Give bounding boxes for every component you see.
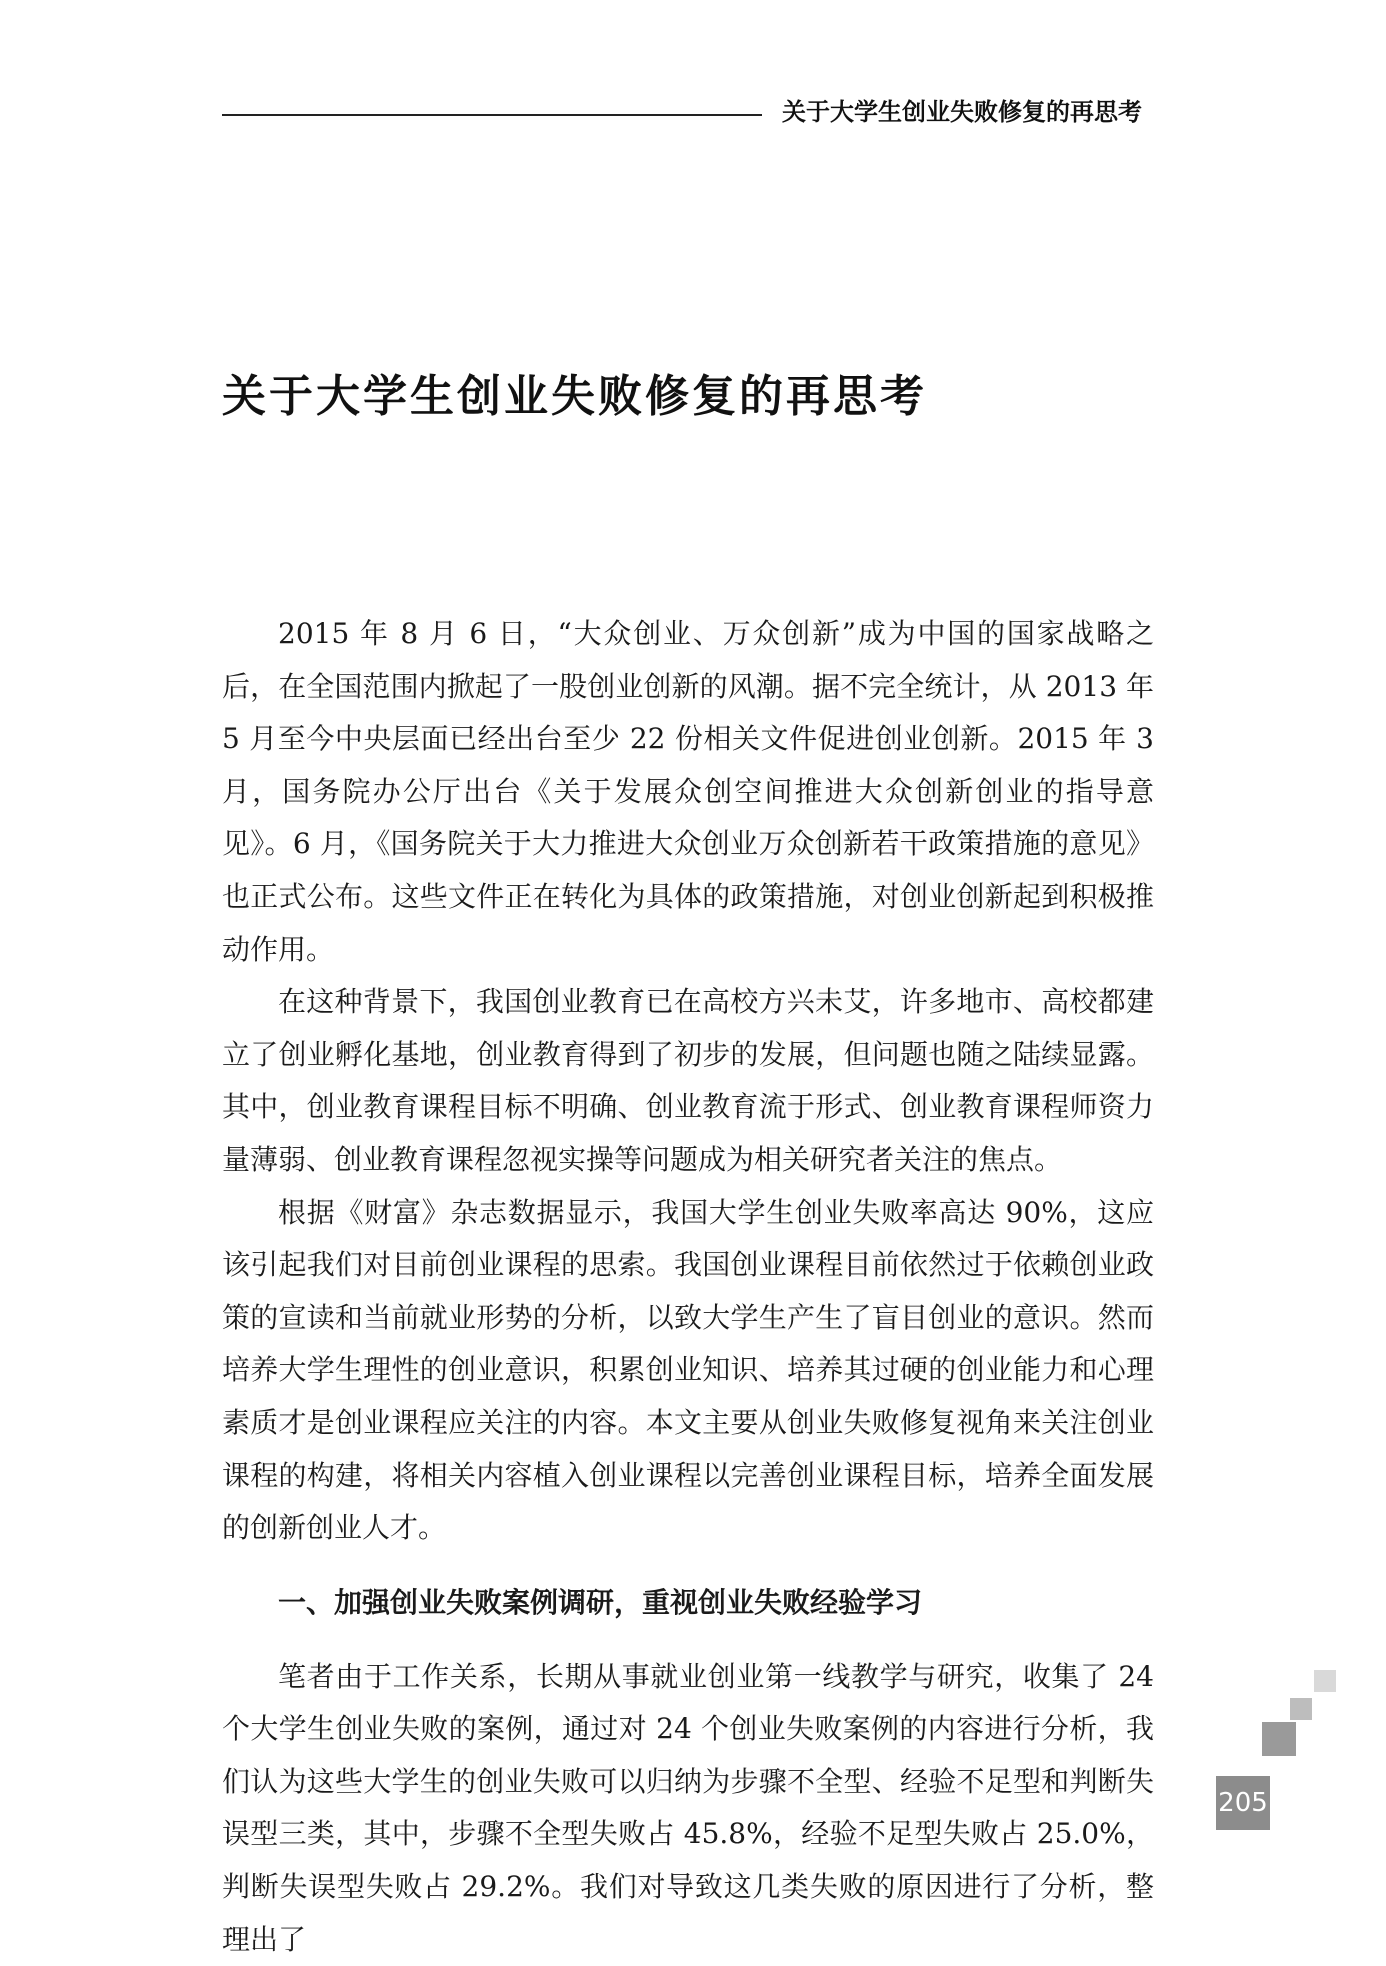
article-title: 关于大学生创业失败修复的再思考 <box>222 371 927 422</box>
running-head: 关于大学生创业失败修复的再思考 <box>782 98 1142 126</box>
section-heading: 一、加强创业失败案例调研，重视创业失败经验学习 <box>278 1585 923 1619</box>
decorative-square <box>1290 1698 1312 1720</box>
decorative-square <box>1262 1722 1296 1756</box>
section-paragraph: 笔者由于工作关系，长期从事就业创业第一线教学与研究，收集了 24 个大学生创业失败的案例，通过对 24 个创业失败案例的内容进行分析，我们认为这些大学生的创业失败可以归纳为步骤不全型、经验不足型和判断失误型三类，其中，步骤不全型失败占 45.8%，经验不足型失败占 25.0%，判断失误型失败占 29.2%。我们对导致这几类失败的原因进行了分析，整理出了 <box>222 1659 1154 1956</box>
paragraph-2: 在这种背景下，我国创业教育已在高校方兴未艾，许多地市、高校都建立了创业孵化基地，创业教育得到了初步的发展，但问题也随之陆续显露。其中，创业教育课程目标不明确、创业教育流于形式、创业教育课程师资力量薄弱、创业教育课程忽视实操等问题成为相关研究者关注的焦点。 <box>222 985 1154 1176</box>
decorative-square <box>1314 1670 1336 1692</box>
header-rule <box>222 114 762 116</box>
paragraph-3: 根据《财富》杂志数据显示，我国大学生创业失败率高达 90%，这应该引起我们对目前创业课程的思索。我国创业课程目前依然过于依赖创业政策的宣读和当前就业形势的分析，以致大学生产生了盲目创业的意识。然而培养大学生理性的创业意识，积累创业知识、培养其过硬的创业能力和心理素质才是创业课程应关注的内容。本文主要从创业失败修复视角来关注创业课程的构建，将相关内容植入创业课程以完善创业课程目标，培养全面发展的创新创业人才。 <box>222 1195 1154 1545</box>
article-body <box>222 608 1154 1966</box>
page-number: 205 <box>1216 1776 1270 1830</box>
paragraph-1: 2015 年 8 月 6 日，“大众创业、万众创新”成为中国的国家战略之后，在全国范围内掀起了一股创业创新的风潮。据不完全统计，从 2013 年 5 月至今中央层面已经出台至少 22 份相关文件促进创业创新。2015 年 3 月，国务院办公厅出台《关于发展众创空间推进大众创新创业的指导意见》。6 月，《国务院关于大力推进大众创业万众创新若干政策措施的意见》也正式公布。这些文件正在转化为具体的政策措施，对创业创新起到积极推动作用。 <box>222 617 1154 966</box>
